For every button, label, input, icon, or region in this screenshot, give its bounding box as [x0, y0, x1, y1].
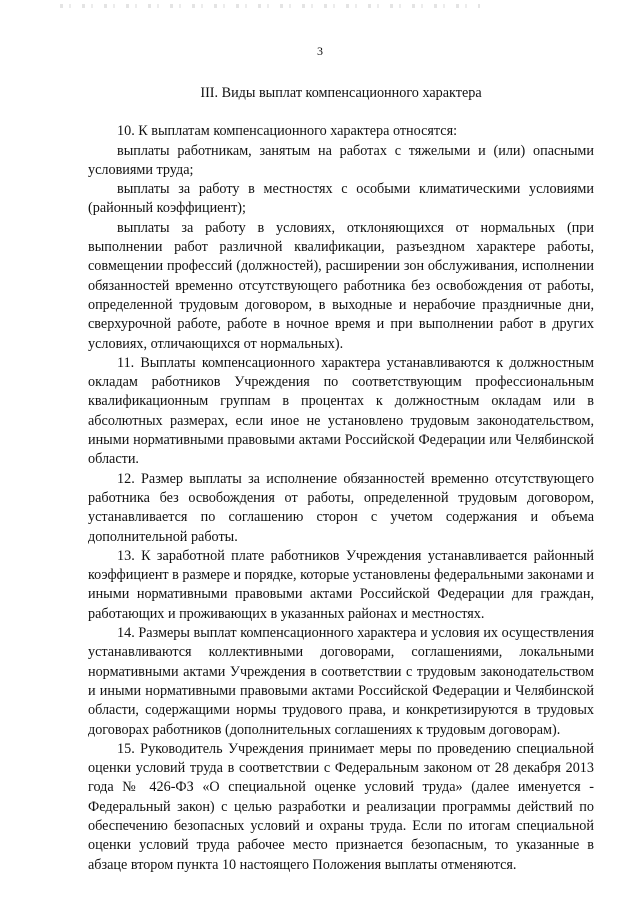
paragraph-item-12: 12. Размер выплаты за исполнение обязанностей временно отсутствующего работника без освобождения от работы, определенной трудовым договором, устанавливается по соглашению сторон с учетом содержания и объема дополнительной работы. [88, 470, 594, 545]
paragraph-heavy-work: выплаты работникам, занятым на работах с тяжелыми и (или) опасными условиями труда; [88, 142, 594, 178]
document-body [88, 84, 594, 875]
paragraph-item-15: 15. Руководитель Учреждения принимает меры по проведению специальной оценки условий труда в соответствии с Федеральным законом от 28 декабря 2013 года № 426-ФЗ «О специальной оценке условий труда» (далее именуется - Федеральный закон) с целью разработки и реализации программы действий по обеспечению безопасных условий и охраны труда. Если по итогам специальной оценки условий труда рабочее место признается безопасным, то указанные в абзаце втором пункта 10 настоящего Положения выплаты отменяются. [88, 740, 594, 873]
paragraph-item-13: 13. К заработной плате работников Учреждения устанавливается районный коэффициент в размере и порядке, которые установлены федеральными законами и иными нормативными правовыми актами Российской Федерации для граждан, работающих и проживающих в указанных районах и местностях. [88, 547, 594, 622]
paragraph-climate: выплаты за работу в местностях с особыми климатическими условиями (районный коэффициент); [88, 181, 594, 217]
section-title: III. Виды выплат компенсационного характера [200, 85, 482, 101]
paragraph-item-11: 11. Выплаты компенсационного характера устанавливаются к должностным окладам работников Учреждения по соответствующим профессиональным квалификационным группам в процентах к должностным окладам или в абсолютных размерах, если иное не установлено трудовым законодательством, иными нормативными правовыми актами Российской Федерации или Челябинской области. [88, 354, 594, 468]
paragraph-item-14: 14. Размеры выплат компенсационного характера и условия их осуществления устанавливаются коллективными договорами, соглашениями, локальными нормативными актами Учреждения в соответствии с трудовым законодательством и иными нормативными правовыми актами Российской Федерации и Челябинской области, содержащими нормы трудового права, и конкретизируются в трудовых договорах работников (дополнительных соглашениях к трудовым договорам). [88, 625, 594, 738]
paragraph-item-10: 10. К выплатам компенсационного характера относятся: [117, 123, 458, 140]
page-number: 3 [317, 44, 323, 58]
paragraph-abnormal-conditions: выплаты за работу в условиях, отклоняющихся от нормальных (при выполнении работ различной квалификации, разъездном характере работы, совмещении профессий (должностей), расширении зон обслуживания, исполнении обязанностей временно отсутствующего работника без освобождения от работы, определенной трудовым договором, в выходные и нерабочие праздничные дни, сверхурочной работе, работе в ночное время и при выполнении работ в других условиях, отличающихся от нормальных). [88, 219, 594, 352]
scan-artifact [60, 4, 480, 8]
